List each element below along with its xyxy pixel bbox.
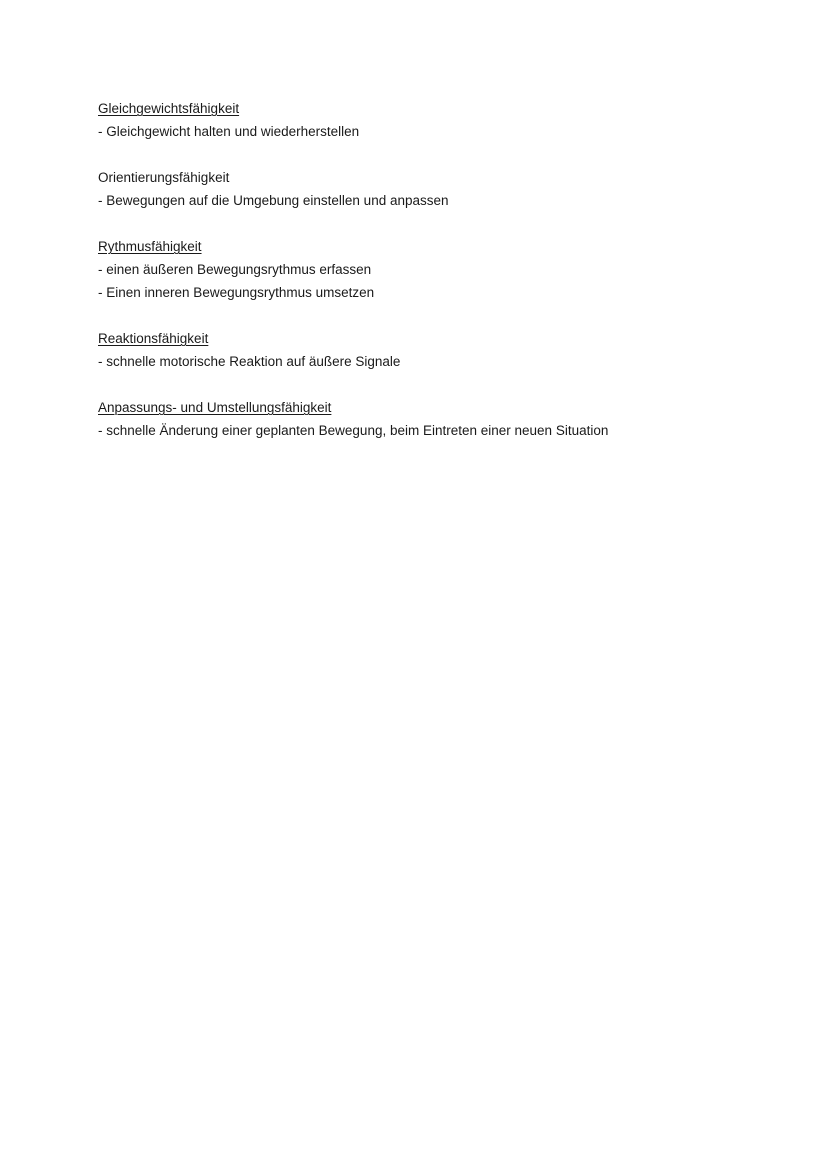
section-heading: Reaktionsfähigkeit [98,331,209,346]
section-heading: Gleichgewichtsfähigkeit [98,101,240,116]
section-heading: Rythmusfähigkeit [98,239,202,254]
section-heading: Anpassungs- und Umstellungsfähigkeit [98,400,332,415]
section-item: - Gleichgewicht halten und wiederherstellen [98,124,360,139]
section-reaktionsfaehigkeit [98,327,778,373]
section-item: - einen äußeren Bewegungsrythmus erfassen [98,262,372,277]
section-rythmusfaehigkeit [98,235,778,304]
document-page [98,97,778,465]
section-item: - Einen inneren Bewegungsrythmus umsetzen [98,285,375,300]
section-gleichgewichtsfaehigkeit [98,97,778,143]
section-anpassungs-umstellungsfaehigkeit [98,396,778,442]
section-item: - Bewegungen auf die Umgebung einstellen und anpassen [98,193,449,208]
section-item: - schnelle Änderung einer geplanten Bewegung, beim Eintreten einer neuen Situation [98,423,609,438]
section-item: - schnelle motorische Reaktion auf äußere Signale [98,354,401,369]
section-heading: Orientierungsfähigkeit [98,170,230,185]
section-orientierungsfaehigkeit [98,166,778,212]
